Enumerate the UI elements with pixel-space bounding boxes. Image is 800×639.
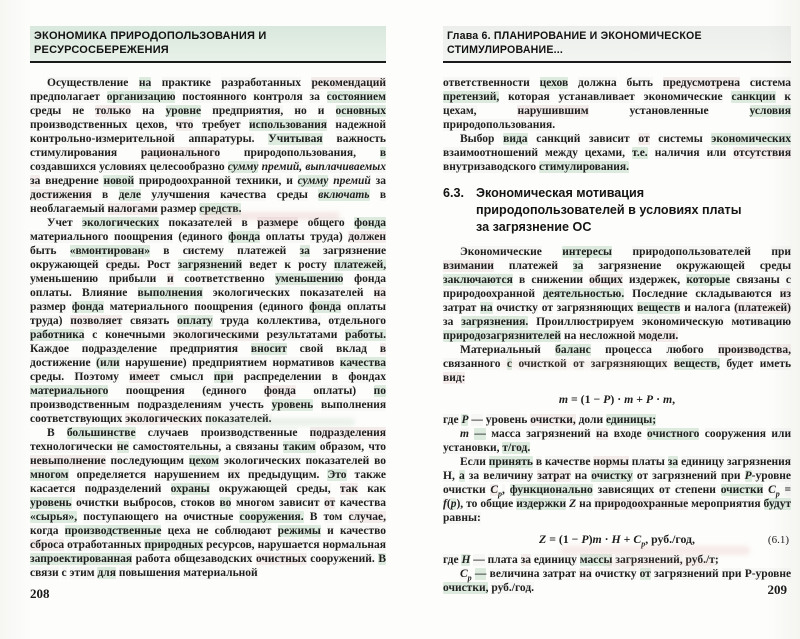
section-title-line: природопользователей в условиях платы bbox=[476, 203, 742, 217]
paragraph: В большинстве случаев производственные подразделения технологически не самостоятельны, а связаны таким образом, что невыполнение последующим цехом экологических показателей во многом определяется нарушением их предыдущим. Это также касается подразделений охраны окружающей среды, так как уровень очистки выбросов, стоков во многом зависит от качества «сырья», поступающего на очистные сооружения. В том случае, когда производственные цеха не соблюдают режимы и качество сброса отработанных природных ресурсов, нарушается нормальная запроектированная работа общезаводских очистных сооружений. В связи с этим для повышения материальной bbox=[30, 427, 387, 579]
page-number-left: 208 bbox=[30, 586, 50, 601]
section-number: 6.3. bbox=[443, 186, 465, 200]
section-title-line: Экономическая мотивация bbox=[476, 186, 645, 200]
equation-number: (6.1) bbox=[767, 534, 789, 546]
paragraph: $C_p$ — величина затрат на очистку от загрязнений при Р-уровне очистки, руб./год. bbox=[443, 568, 792, 594]
page-number-right: 209 bbox=[767, 582, 787, 597]
paragraph: Если принять в качестве нормы платы за единицу загрязнения Н, а за величину затрат на очистку от загрязнений при P-уровне очистки $C_p$, функционально зависящих от степени очистки $C_p = f(p)$, то общие издержки Z на природоохранные мероприятия будут равны: bbox=[443, 456, 792, 524]
paragraph: ответственности цехов должна быть предусмотрена система претензий, которая устанавливает экономические санкции к цехам, нарушившим установленные условия природопользования. bbox=[443, 77, 792, 131]
paragraph: Материальный баланс процесса любого производства, связанного с очисткой от загрязняющих веществ, будет иметь вид: bbox=[443, 344, 792, 384]
section-heading bbox=[443, 185, 791, 236]
left-running-header: ЭКОНОМИКА ПРИРОДОПОЛЬЗОВАНИЯ И РЕСУРСОСБЕРЕЖЕНИЯ bbox=[30, 26, 386, 63]
right-page bbox=[443, 26, 791, 595]
right-page-body bbox=[443, 76, 791, 595]
paragraph: где P — уровень очистки, доли единицы; bbox=[443, 414, 657, 426]
left-page-body bbox=[30, 76, 386, 580]
paragraph: Учет экологических показателей в размере общего фонда материального поощрения (единого фонда оплаты труда) должен быть «вмонтирован» в систему платежей за загрязнение окружающей среды. Рост загрязнений ведет к росту платежей, уменьшению прибыли и соответственно уменьшению фонда оплаты. Влияние выполнения экологических показателей на размер фонда материального поощрения (единого фонда оплаты труда) позволяет связать оплату труда коллектива, отдельного работника с конечными экологическими результатами работы. Каждое подразделение предприятия вносит свой вклад в достижение (или нарушение) предприятием нормативов качества среды. Поэтому имеет смысл при распределении в фондах материального поощрения (единого фонда оплаты) по производственным подразделениям учесть уровень выполнения соответствующих экологических показателей. bbox=[30, 217, 387, 425]
paragraph: Осуществление на практике разработанных рекомендаций предполагает организацию постоянного контроля за состоянием среды не только на уровне предприятия, но и основных производственных цехов, что требует использования надежной контрольно-измерительной аппаратуры. Учитывая важность стимулирования рационального природопользования, в создавшихся условиях целесообразно сумму премий, выплачиваемых за внедрение новой природоохранной техники, и сумму премий за достижения в деле улучшения качества среды включать в необлагаемый налогами размер средств. bbox=[30, 77, 387, 215]
formula-material-balance: m = (1 − P) · m + P · m, bbox=[558, 392, 676, 406]
right-running-header: Глава 6. ПЛАНИРОВАНИЕ И ЭКОНОМИЧЕСКОЕ СТИМУЛИРОВАНИЕ... bbox=[443, 26, 791, 63]
left-page bbox=[30, 26, 387, 601]
paragraph: m — масса загрязнений на входе очистного сооружения или установки, т/год. bbox=[443, 428, 792, 454]
paragraph: Экономические интересы природопользователей при взимании платежей за загрязнение окружающей среды заключаются в снижении общих издержек, которые связаны с природоохранной деятельностью. Последние складываются из затрат на очистку от загрязняющих веществ и налога (платежей) за загрязнения. Проиллюстрируем экономическую мотивацию природозагрязнителей на несложной модели. bbox=[443, 246, 792, 342]
paragraph: Выбор вида санкций зависит от системы экономических взаимоотношений между цехами, т.е. наличия или отсутствия внутризаводского стимулирования. bbox=[443, 133, 792, 173]
paragraph: где H — плата за единицу массы загрязнений, руб./т; bbox=[443, 554, 719, 566]
section-title-line: за загрязнение ОС bbox=[476, 220, 592, 234]
formula-total-costs: $Z = (1 - P)m \cdot H + C_p$, руб./год, (6.1) bbox=[539, 532, 789, 549]
